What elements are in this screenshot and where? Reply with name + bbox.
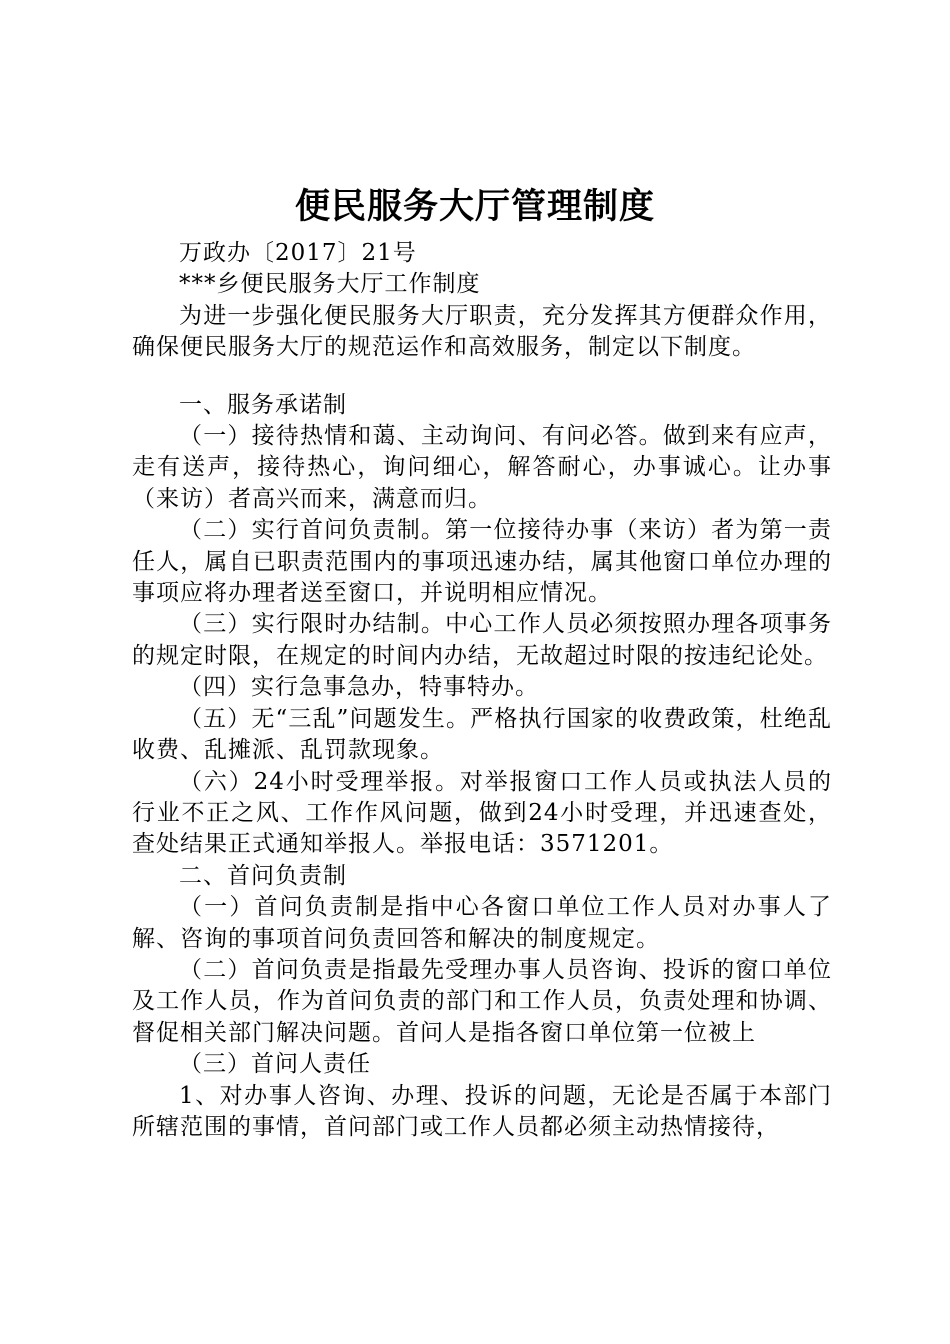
- document-body: [132, 238, 832, 1143]
- section-heading-2: 二、首问负责制: [179, 862, 347, 889]
- section-1-item-4: （四）实行急事急办，特事特办。: [179, 674, 539, 701]
- section-1-item-6: （六）24小时受理举报。对举报窗口工作人员或执法人员的行业不正之风、工作作风问题，做到24小时受理，并迅速查处，查处结果正式通知举报人。举报电话：3571201。: [132, 768, 832, 858]
- section-1-item-2: （二）实行首问负责制。第一位接待办事（来访）者为第一责任人，属自已职责范围内的事项迅速办结，属其他窗口单位办理的事项应将办理者送至窗口，并说明相应情况。: [132, 517, 832, 607]
- document-title: 便民服务大厅管理制度: [294, 186, 655, 227]
- section-2-item-1: （一）首问负责制是指中心各窗口单位工作人员对办事人了解、咨询的事项首问负责回答和解决的制度规定。: [132, 894, 832, 952]
- intro-paragraph: 为进一步强化便民服务大厅职责，充分发挥其方便群众作用，确保便民服务大厅的规范运作和高效服务，制定以下制度。: [132, 302, 832, 361]
- doc-subtitle: ***乡便民服务大厅工作制度: [179, 271, 481, 298]
- section-2-item-3: （三）首问人责任: [179, 1051, 371, 1078]
- section-1-item-1: （一）接待热情和蔼、主动询问、有问必答。做到来有应声，走有送声，接待热心，询问细心，解答耐心，办事诚心。让办事（来访）者高兴而来，满意而归。: [132, 423, 832, 512]
- section-1-item-5: （五）无“三乱”问题发生。严格执行国家的收费政策，杜绝乱收费、乱摊派、乱罚款现象。: [132, 705, 832, 764]
- section-1-item-3: （三）实行限时办结制。中心工作人员必须按照办理各项事务的规定时限，在规定的时间内办结，无故超过时限的按违纪论处。: [132, 611, 832, 669]
- doc-reference-number: 万政办〔2017〕21号: [179, 240, 417, 266]
- section-heading-1: 一、服务承诺制: [179, 391, 347, 418]
- section-2-item-2: （二）首问负责是指最先受理办事人员咨询、投诉的窗口单位及工作人员，作为首问负责的部门和工作人员，负责处理和协调、督促相关部门解决问题。首问人是指各窗口单位第一位被上: [132, 956, 832, 1046]
- section-2-item-3-point-1: 1、对办事人咨询、办理、投诉的问题，无论是否属于本部门所辖范围的事情，首问部门或工作人员都必须主动热情接待，: [132, 1082, 832, 1140]
